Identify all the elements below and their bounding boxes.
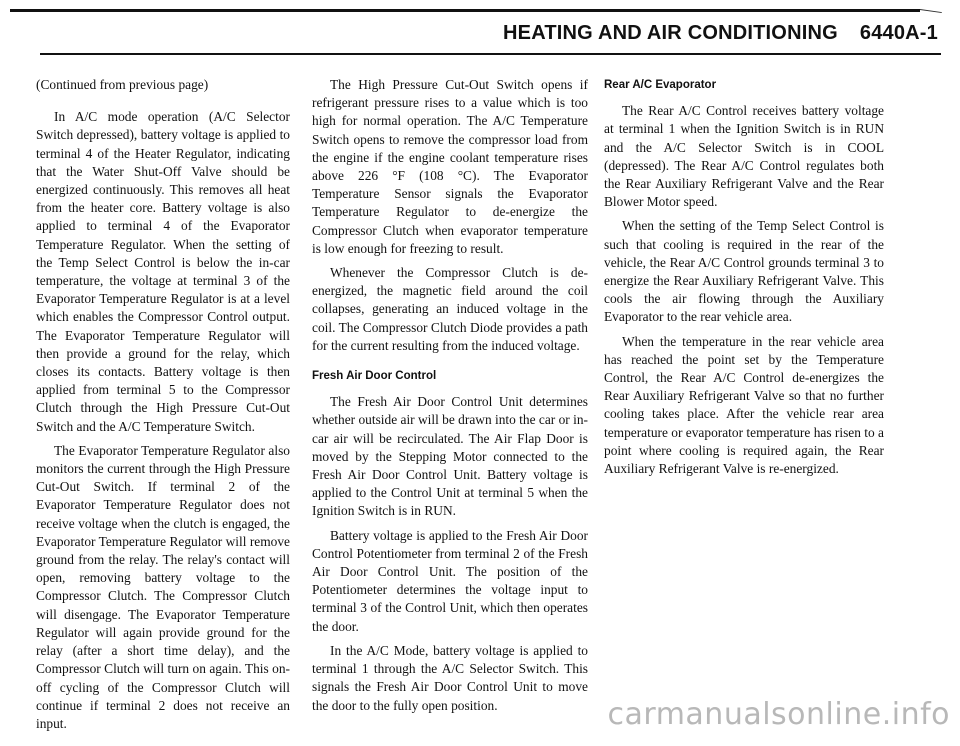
section-heading-fresh-air-door-control: Fresh Air Door Control <box>312 370 437 383</box>
column-3 <box>604 76 884 484</box>
page-title: HEATING AND AIR CONDITIONING <box>503 22 838 44</box>
paragraph: In A/C mode operation (A/C Selector Switch depressed), battery voltage is applied to terminal 4 of the Heater Regulator, indicating that the Water Shut-Off Valve should be energized continuously. This removes all heat from the heater core. Battery voltage is also applied to terminal 4 of the Evaporator Temperature Regulator. When the setting of the Temp Select Control is below the in-car temperature, the voltage at terminal 3 of the Evaporator Temperature Regulator is at a level which enables the Compressor Control output. The Evaporator Temperature Regulator will then provide a ground for the relay, which closes its contacts. Battery voltage is then applied from terminal 5 to the Compressor Clutch through the High Pressure Cut-Out Switch and the A/C Temperature Switch. <box>36 109 290 434</box>
header-rule <box>40 53 941 55</box>
paragraph: The Fresh Air Door Control Unit determines whether outside air will be drawn into the car or in-car air will be recirculated. The Air Flap Door is moved by the Stepping Motor connected to the Fresh Air Door Control Unit. Battery voltage is applied to the Control Unit at terminal 5 when the Ignition Switch is in RUN. <box>312 394 588 519</box>
column-2 <box>312 76 588 721</box>
top-rule <box>10 9 920 12</box>
paragraph: Whenever the Compressor Clutch is de-energized, the magnetic field around the coil collapses, generating an induced voltage in the coil. The Compressor Clutch Diode provides a path for the current resulting from the induced voltage. <box>312 265 588 353</box>
paragraph: Battery voltage is applied to the Fresh Air Door Control Potentiometer from terminal 2 of the Fresh Air Door Control Unit. The position of the Potentiometer determines the voltage input to terminal 3 of the Control Unit, which then operates the door. <box>312 527 588 634</box>
continued-note: (Continued from previous page) <box>36 77 209 92</box>
paragraph: The Evaporator Temperature Regulator also monitors the current through the High Pressure Cut-Out Switch. If terminal 2 of the Evaporator Temperature Regulator does not receive voltage when the clutch is engaged, the Evaporator Temperature Regulator will remove ground from the relay. The relay's contact will open, removing battery voltage to the Compressor Clutch. The Compressor Clutch will disengage. The Evaporator Temperature Regulator will again provide ground for the relay (after a short time delay), and the Compressor Clutch will turn on again. This on-off cycling of the Compressor Clutch will continue if terminal 2 does not receive an input. <box>36 442 290 731</box>
top-rule-tail <box>920 9 942 13</box>
paragraph: The High Pressure Cut-Out Switch opens if refrigerant pressure rises to a value which is too high for normal operation. The A/C Temperature Switch opens to remove the compressor load from the engine if the engine coolant temperature rises above 226 °F (108 °C). The Evaporator Temperature Sensor signals the Evaporator Temperature Regulator to de-energize the Compressor Clutch when evaporator temperature is low enough for freezing to result. <box>312 77 588 256</box>
paragraph: The Rear A/C Control receives battery voltage at terminal 1 when the Ignition Switch is in RUN and the A/C Selector Switch is in COOL (depressed). The Rear A/C Control regulates both the Rear Auxiliary Refrigerant Valve and the Rear Blower Motor speed. <box>604 103 884 210</box>
section-heading-rear-ac-evaporator: Rear A/C Evaporator <box>604 79 717 91</box>
paragraph: When the temperature in the rear vehicle area has reached the point set by the Temperature Control, the Rear A/C Control de-energizes the Rear Auxiliary Refrigerant Valve so that no further cooling takes place. After the vehicle rear area temperature or evaporator temperature has risen to a point where cooling is required again, the Rear Auxiliary Refrigerant Valve is re-energized. <box>604 333 884 477</box>
paragraph: When the setting of the Temp Select Control is such that cooling is required in the rear of the vehicle, the Rear A/C Control grounds terminal 3 to energize the Rear Auxiliary Refrigerant Valve. This cools the air flowing through the Auxiliary Evaporator to the rear vehicle area. <box>604 218 884 325</box>
watermark: carmanualsonline.info <box>607 697 950 732</box>
column-1 <box>36 76 290 739</box>
section-number: 6440A-1 <box>859 22 938 44</box>
paragraph: In the A/C Mode, battery voltage is applied to terminal 1 through the A/C Selector Switch. This signals the Fresh Air Door Control Unit to move the door to the fully open position. <box>312 642 588 713</box>
page-header <box>503 22 938 45</box>
